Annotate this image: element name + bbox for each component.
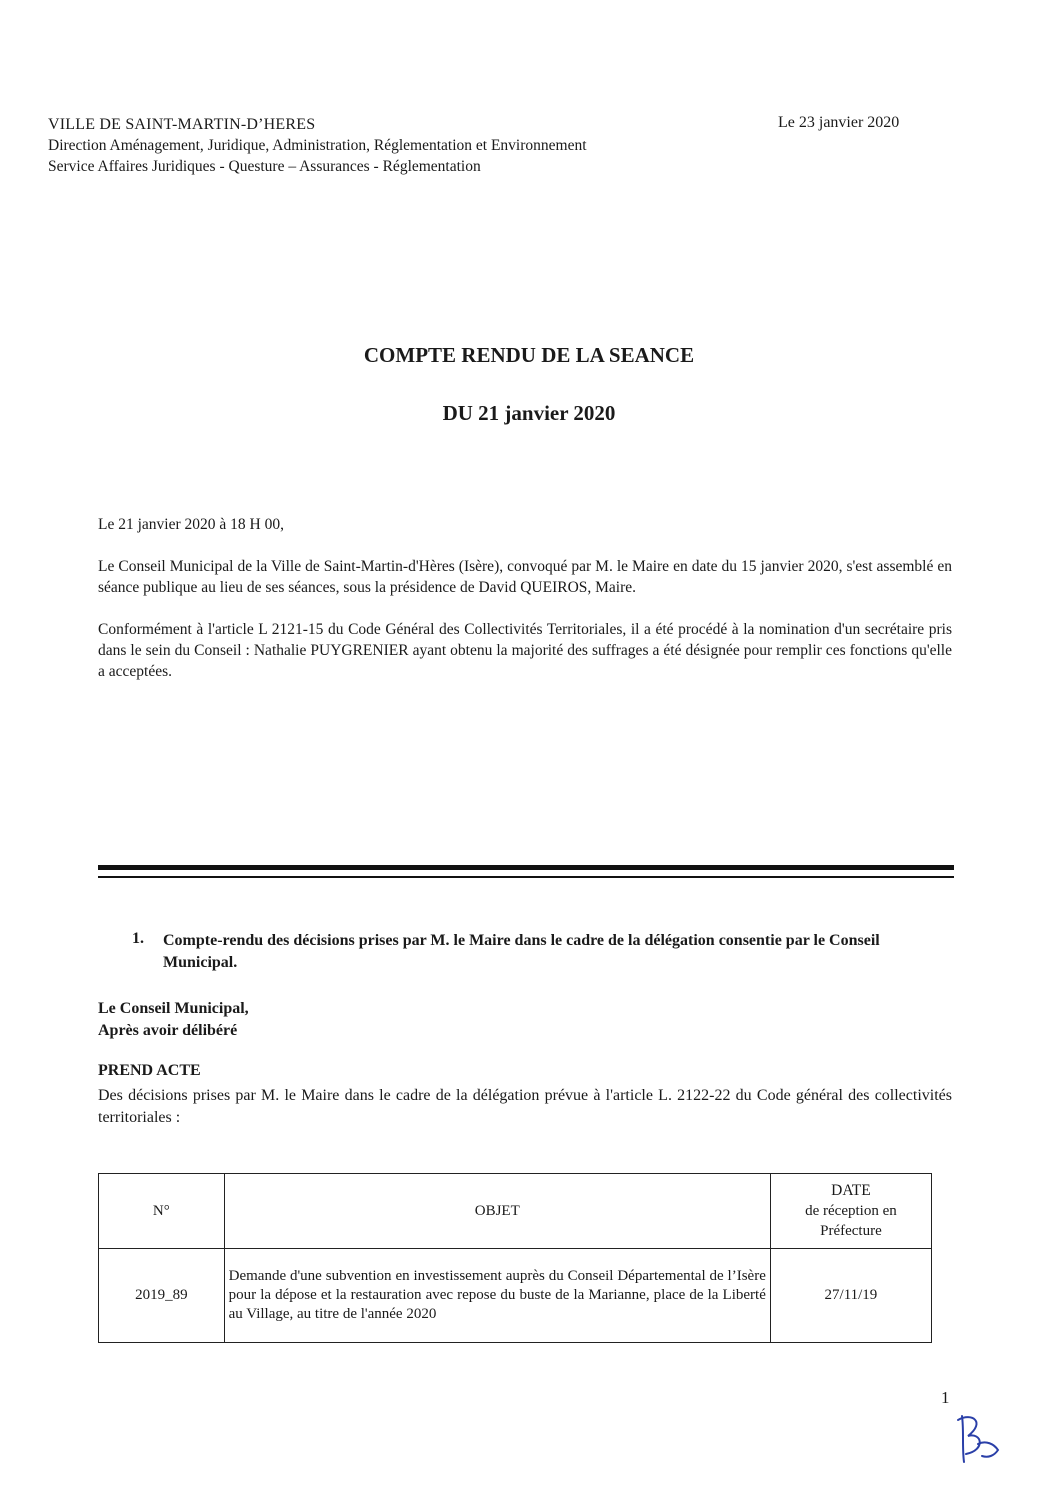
header-num: N° <box>99 1174 225 1249</box>
secretary-paragraph: Conformément à l'article L 2121-15 du Code Général des Collectivités Territoriales, il a été procédé à la nomination d'un secrétaire pris dans le sein du Conseil : Nathalie PUYGRENIER ayant obtenu la majorité des suffrages a été désignée pour remplir ces fonctions qu'elle a acceptées. <box>98 621 952 680</box>
document-subtitle: DU 21 janvier 2020 <box>442 401 616 425</box>
letterhead <box>48 114 587 177</box>
council-paragraph: Le Conseil Municipal de la Ville de Saint-Martin-d'Hères (Isère), convoqué par M. le Maire en date du 15 janvier 2020, s'est assemblé en séance publique au lieu de ses séances, sous la présidence de David QUEIROS, Maire. <box>98 558 952 596</box>
city-name: VILLE DE SAINT-MARTIN-D’HERES <box>48 116 316 133</box>
row-num: 2019_89 <box>99 1249 225 1343</box>
document-title: COMPTE RENDU DE LA SEANCE <box>363 343 695 367</box>
document-date: Le 23 janvier 2020 <box>778 114 900 131</box>
row-date: 27/11/19 <box>770 1249 931 1343</box>
service-name: Service Affaires Juridiques - Questure – Assurances - Réglementation <box>48 158 481 175</box>
direction-name: Direction Aménagement, Juridique, Administration, Réglementation et Environnement <box>48 137 587 154</box>
council-line: Le Conseil Municipal, <box>98 1000 249 1017</box>
row-objet: Demande d'une subvention en investissement auprès du Conseil Départemental de l’Isère pour la dépose et la restauration avec repose du buste de la Marianne, place de la Liberté au Village, au titre de l'année 2020 <box>224 1249 770 1343</box>
header-date-line1: DATE <box>831 1182 871 1199</box>
section-divider-thin <box>98 876 954 878</box>
header-date-line2: de réception en <box>805 1203 897 1219</box>
page-number: 1 <box>941 1388 950 1407</box>
session-time: Le 21 janvier 2020 à 18 H 00, <box>98 516 284 533</box>
table-row <box>99 1249 932 1343</box>
section-number: 1. <box>132 930 144 947</box>
header-objet: OBJET <box>224 1174 770 1249</box>
decisions-paragraph: Des décisions prises par M. le Maire dans le cadre de la délégation prévue à l'article L. 2122-22 du Code général des collectivités territoriales : <box>98 1087 952 1126</box>
prend-acte-heading: PREND ACTE <box>98 1062 201 1079</box>
header-date <box>770 1174 931 1249</box>
header-date-line3: Préfecture <box>820 1223 882 1239</box>
handwritten-initials <box>952 1410 1012 1470</box>
council-deliberation <box>98 998 249 1042</box>
section-title: Compte-rendu des décisions prises par M. le Maire dans le cadre de la délégation consentie par le Conseil Municipal. <box>163 932 880 971</box>
deliberation-line: Après avoir délibéré <box>98 1022 238 1039</box>
table-header-row <box>99 1174 932 1249</box>
section-divider-thick <box>98 865 954 870</box>
decisions-table <box>98 1173 932 1343</box>
